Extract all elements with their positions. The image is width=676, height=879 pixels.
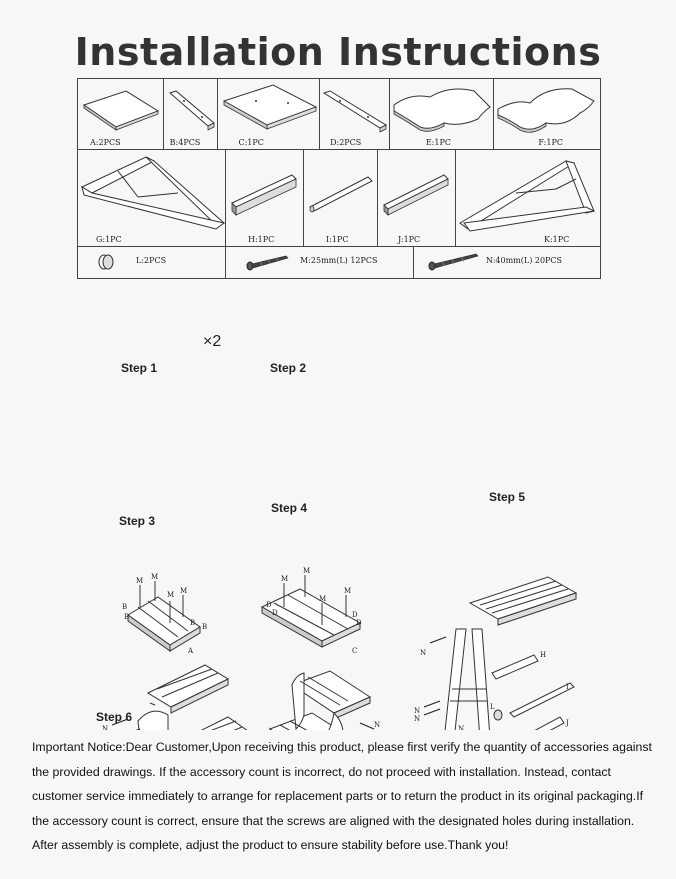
svg-text:C: C — [352, 647, 358, 655]
part-g — [78, 149, 226, 246]
part-d — [320, 79, 390, 149]
svg-text:N: N — [414, 707, 421, 715]
svg-text:A: A — [188, 647, 194, 655]
part-b-label: B:4PCS — [169, 138, 201, 147]
svg-text:M: M — [136, 577, 144, 585]
part-n-label: N:40mm(L) 20PCS — [486, 256, 563, 265]
step-1-label: Step 1 — [121, 361, 158, 375]
part-m-label: M:25mm(L) 12PCS — [300, 256, 378, 265]
svg-text:H: H — [540, 651, 547, 659]
svg-text:B: B — [122, 603, 128, 611]
svg-text:N: N — [458, 725, 465, 730]
page-title: Installation Instructions — [74, 30, 602, 74]
part-d-label: D:2PCS — [330, 138, 362, 147]
parts-row-hardware — [78, 246, 600, 278]
svg-text:D: D — [356, 619, 362, 627]
step-2-label: Step 2 — [270, 361, 307, 375]
step1-drawing — [128, 581, 200, 651]
step-4-label: Step 4 — [271, 501, 308, 515]
board-c-icon — [218, 79, 320, 149]
step3-drawing — [138, 665, 248, 730]
part-l-label: L:2PCS — [136, 256, 167, 265]
part-f-label: F:1PC — [538, 138, 563, 147]
rail-h-icon — [226, 149, 304, 246]
part-k — [456, 149, 600, 246]
parts-row-boards — [78, 79, 600, 150]
part-h-label: H:1PC — [248, 235, 275, 244]
svg-text:N: N — [420, 649, 427, 657]
svg-text:L: L — [490, 703, 495, 711]
assembly-diagrams — [0, 285, 676, 730]
part-j-label: J:1PC — [398, 235, 421, 244]
svg-text:J: J — [566, 719, 569, 727]
part-a-label: A:2PCS — [90, 138, 121, 147]
rail-j-icon — [378, 149, 456, 246]
svg-text:B: B — [190, 619, 196, 627]
step-3-label: Step 3 — [119, 514, 156, 528]
svg-text:N: N — [374, 721, 381, 729]
parts-row-frames — [78, 149, 600, 247]
part-c-label: C:1PC — [238, 138, 264, 147]
svg-text:M: M — [151, 573, 159, 581]
parts-table — [77, 78, 601, 279]
svg-text:B: B — [202, 623, 208, 631]
part-i-label: I:1PC — [326, 235, 349, 244]
part-c — [218, 79, 320, 149]
part-i — [304, 149, 378, 246]
frame-k-icon — [456, 149, 600, 246]
part-b — [164, 79, 219, 149]
part-h — [226, 149, 304, 246]
svg-text:N: N — [102, 725, 109, 730]
part-j — [378, 149, 456, 246]
cam-nut-l-icon — [78, 246, 138, 278]
part-e-label: E:1PC — [425, 138, 451, 147]
svg-text:M: M — [180, 587, 188, 595]
svg-text:M: M — [281, 575, 289, 583]
step-5-label: Step 5 — [489, 490, 526, 504]
screw-n-icon — [414, 246, 484, 278]
important-notice: Important Notice:Dear Customer,Upon receiving this product, please first verify the quantity of accessories against the provided drawings. If the accessory count is incorrect, do not proceed with installation. Instead, contact customer service immediately to arrange for replacement parts or to return the product in its original packaging.If the accessory count is correct, ensure that the screws are aligned with the designated holes during installation. After assembly is complete, adjust the product to ensure stability before use.Thank you! — [32, 740, 652, 852]
frame-g-icon — [78, 149, 226, 246]
part-e — [390, 79, 495, 149]
svg-text:N: N — [414, 715, 421, 723]
svg-text:D: D — [266, 601, 272, 609]
part-g-label: G:1PC — [96, 235, 122, 244]
screw-m-icon — [226, 246, 296, 278]
part-f — [494, 79, 600, 149]
svg-text:D: D — [272, 609, 278, 617]
part-n — [414, 246, 600, 278]
part-a — [78, 79, 164, 149]
svg-text:I: I — [566, 683, 569, 691]
step-6-label: Step 6 — [96, 710, 133, 724]
part-k-label: K:1PC — [544, 235, 570, 244]
svg-text:B: B — [124, 613, 130, 621]
svg-text:M: M — [319, 595, 327, 603]
times-two-label: ×2 — [203, 333, 222, 350]
dowel-i-icon — [304, 149, 378, 246]
svg-text:M: M — [344, 587, 352, 595]
part-m — [226, 246, 414, 278]
step5-drawing — [442, 577, 576, 730]
part-l — [78, 246, 226, 278]
svg-text:D: D — [352, 611, 358, 619]
step4-drawing — [270, 671, 370, 730]
svg-text:M: M — [303, 567, 311, 575]
svg-text:M: M — [167, 591, 175, 599]
